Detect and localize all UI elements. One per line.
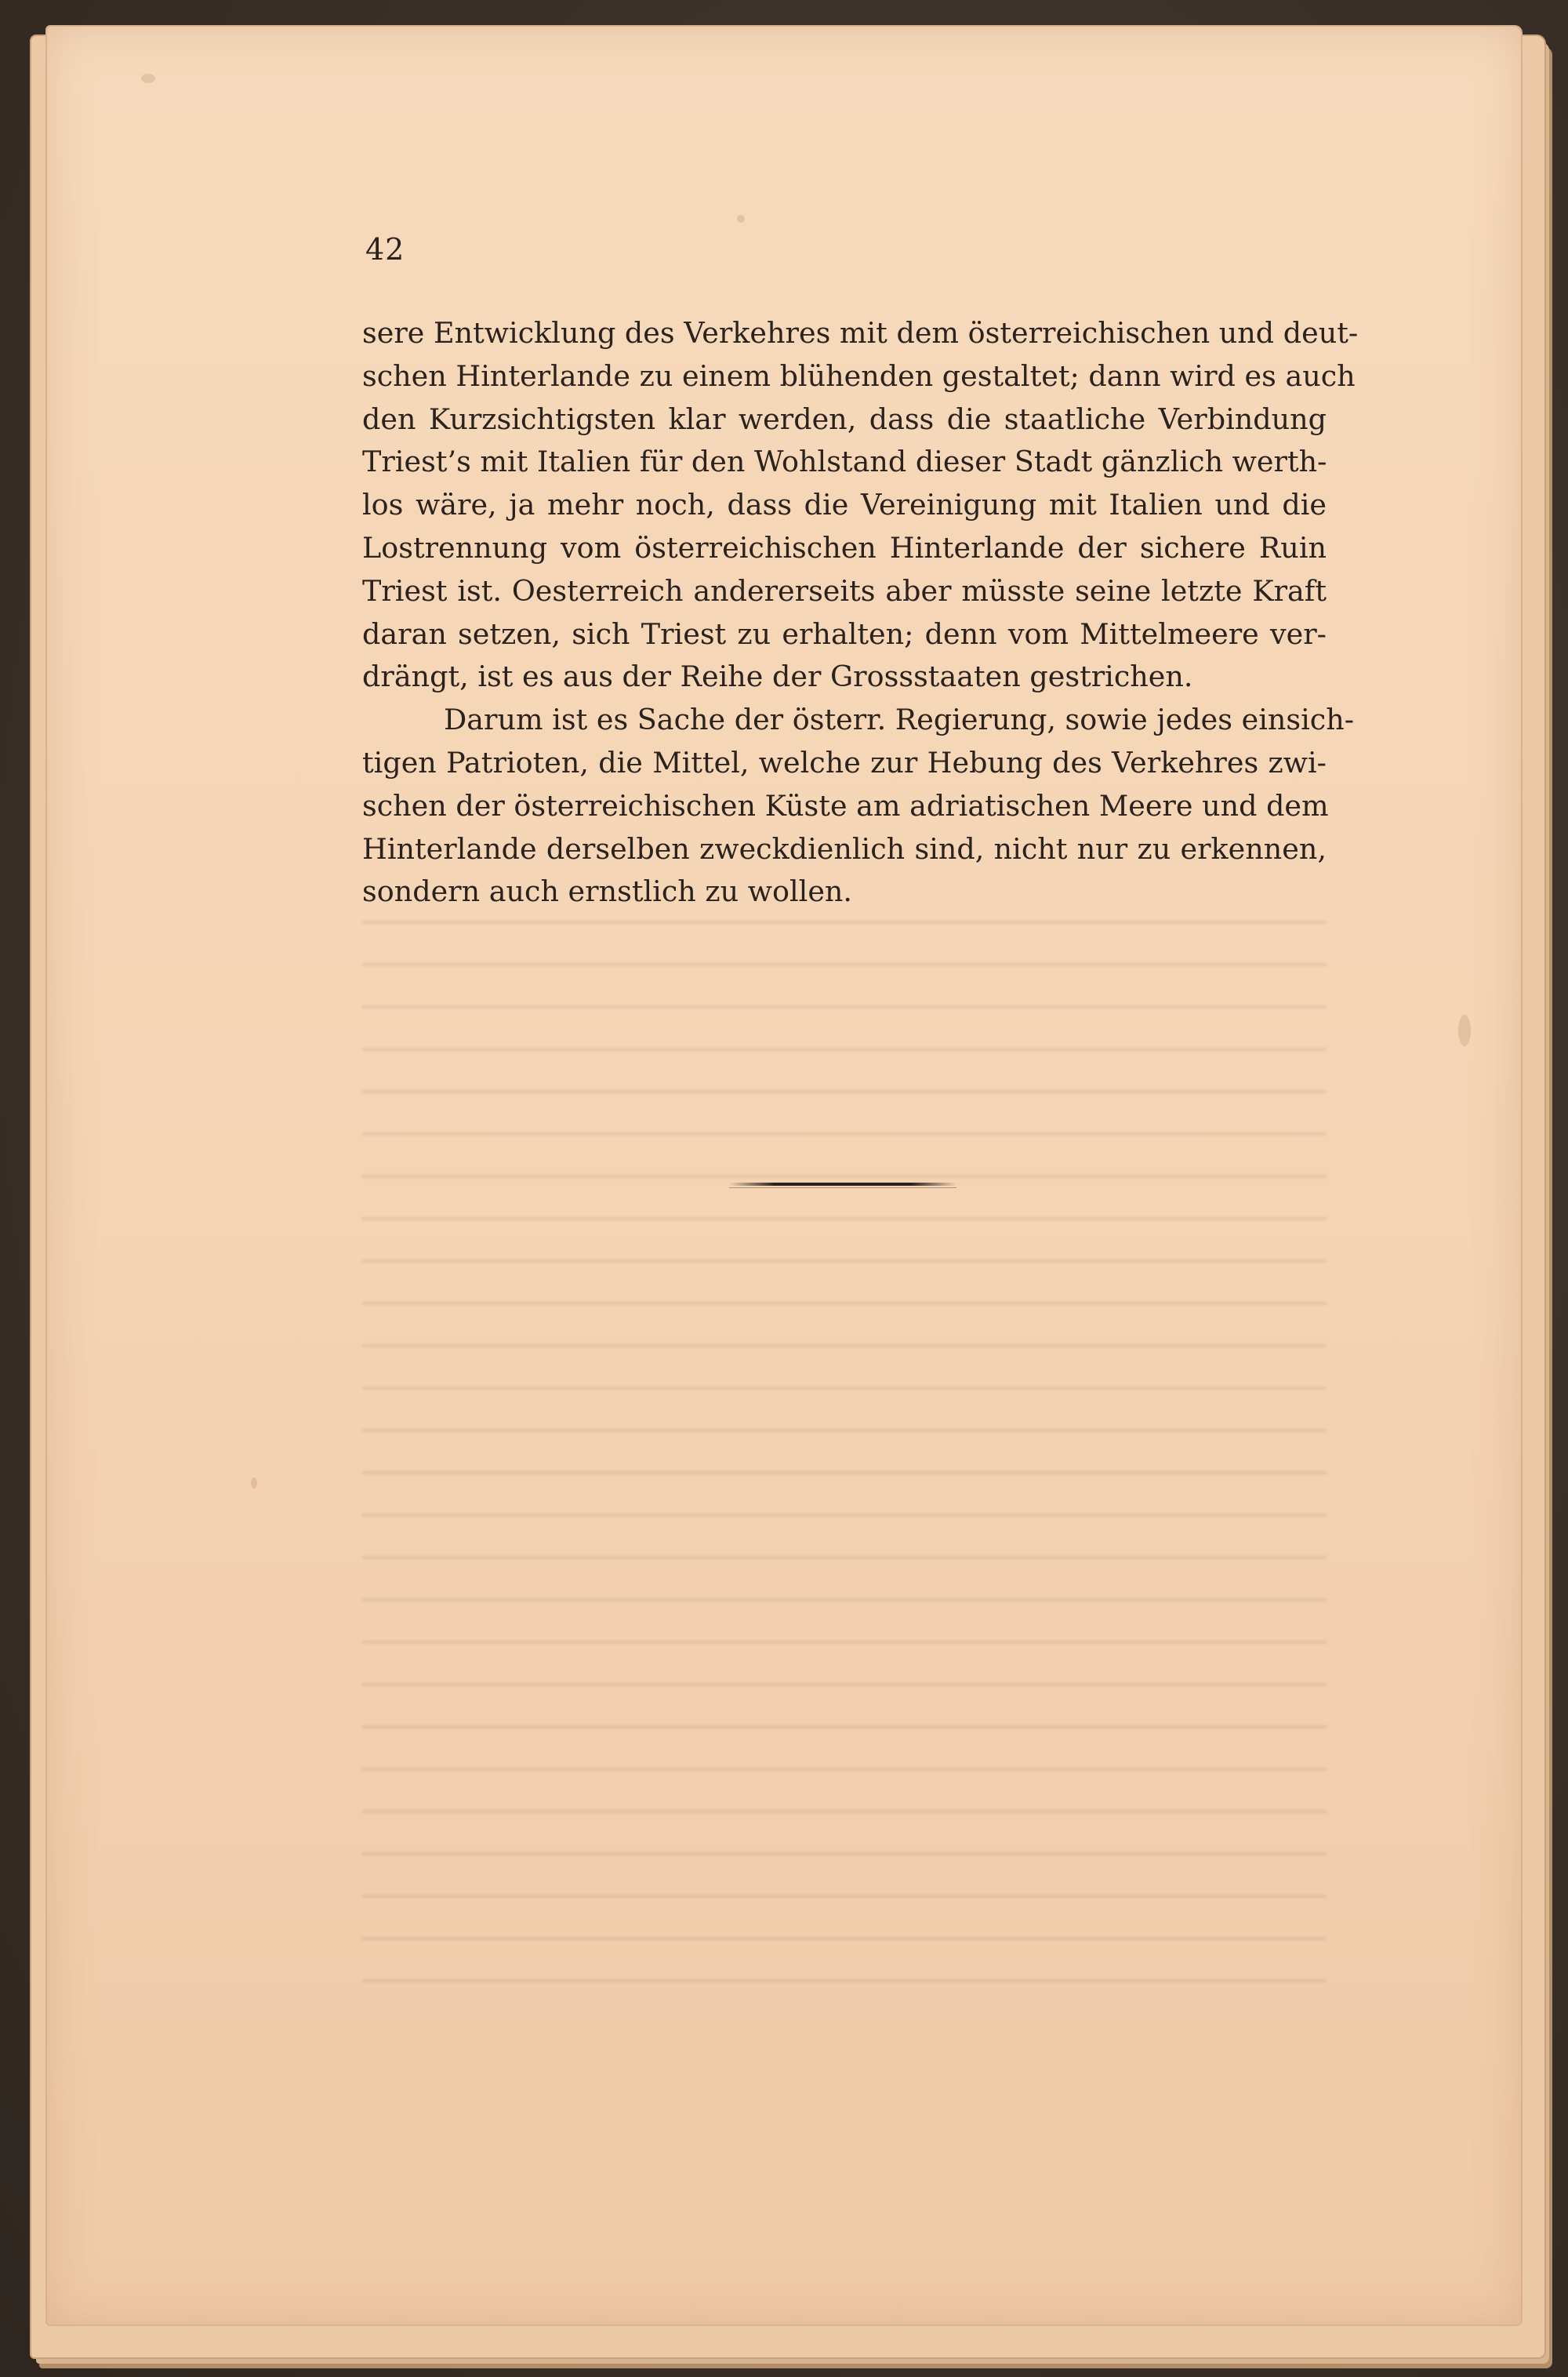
text-line: Triest ist. Oesterreich andererseits aber müsste seine letzte Kraft	[362, 573, 1327, 608]
section-end-rule	[729, 1183, 956, 1186]
text-line: drängt, ist es aus der Reihe der Grossstaaten gestrichen.	[362, 660, 1193, 694]
page-number: 42	[365, 232, 405, 267]
text-line: los wäre, ja mehr noch, dass die Vereinigung mit Italien und die	[362, 488, 1327, 522]
text-line: Hinterlande derselben zweckdienlich sind, nicht nur zu erkennen,	[362, 831, 1327, 866]
foxing-spot	[737, 215, 745, 223]
foxing-spot	[251, 1477, 257, 1488]
foxing-spot	[141, 74, 155, 83]
foxing-spot	[1458, 1015, 1471, 1046]
text-line: daran setzen, sich Triest zu erhalten; denn vom Mittelmeere ver-	[362, 616, 1327, 651]
body-text	[362, 312, 1359, 914]
text-line: Lostrennung vom österreichischen Hinterlande der sichere Ruin	[362, 530, 1327, 565]
text-line: sere Entwicklung des Verkehres mit dem österreichischen und deut-	[362, 316, 1359, 350]
text-line: sondern auch ernstlich zu wollen.	[362, 874, 853, 909]
text-line: schen der österreichischen Küste am adriatischen Meere und dem	[362, 788, 1329, 823]
section-end-rule-underline	[729, 1187, 956, 1188]
text-line: den Kurzsichtigsten klar werden, dass die staatliche Verbindung	[362, 402, 1327, 436]
text-line: schen Hinterlande zu einem blühenden gestaltet; dann wird es auch	[362, 358, 1356, 393]
text-line: Darum ist es Sache der österr. Regierung, sowie jedes einsich-	[444, 703, 1355, 737]
text-line: Triest’s mit Italien für den Wohlstand dieser Stadt gänzlich werth-	[362, 445, 1327, 479]
text-line: tigen Patrioten, die Mittel, welche zur Hebung des Verkehres zwi-	[362, 745, 1327, 780]
show-through-text	[362, 894, 1327, 1992]
